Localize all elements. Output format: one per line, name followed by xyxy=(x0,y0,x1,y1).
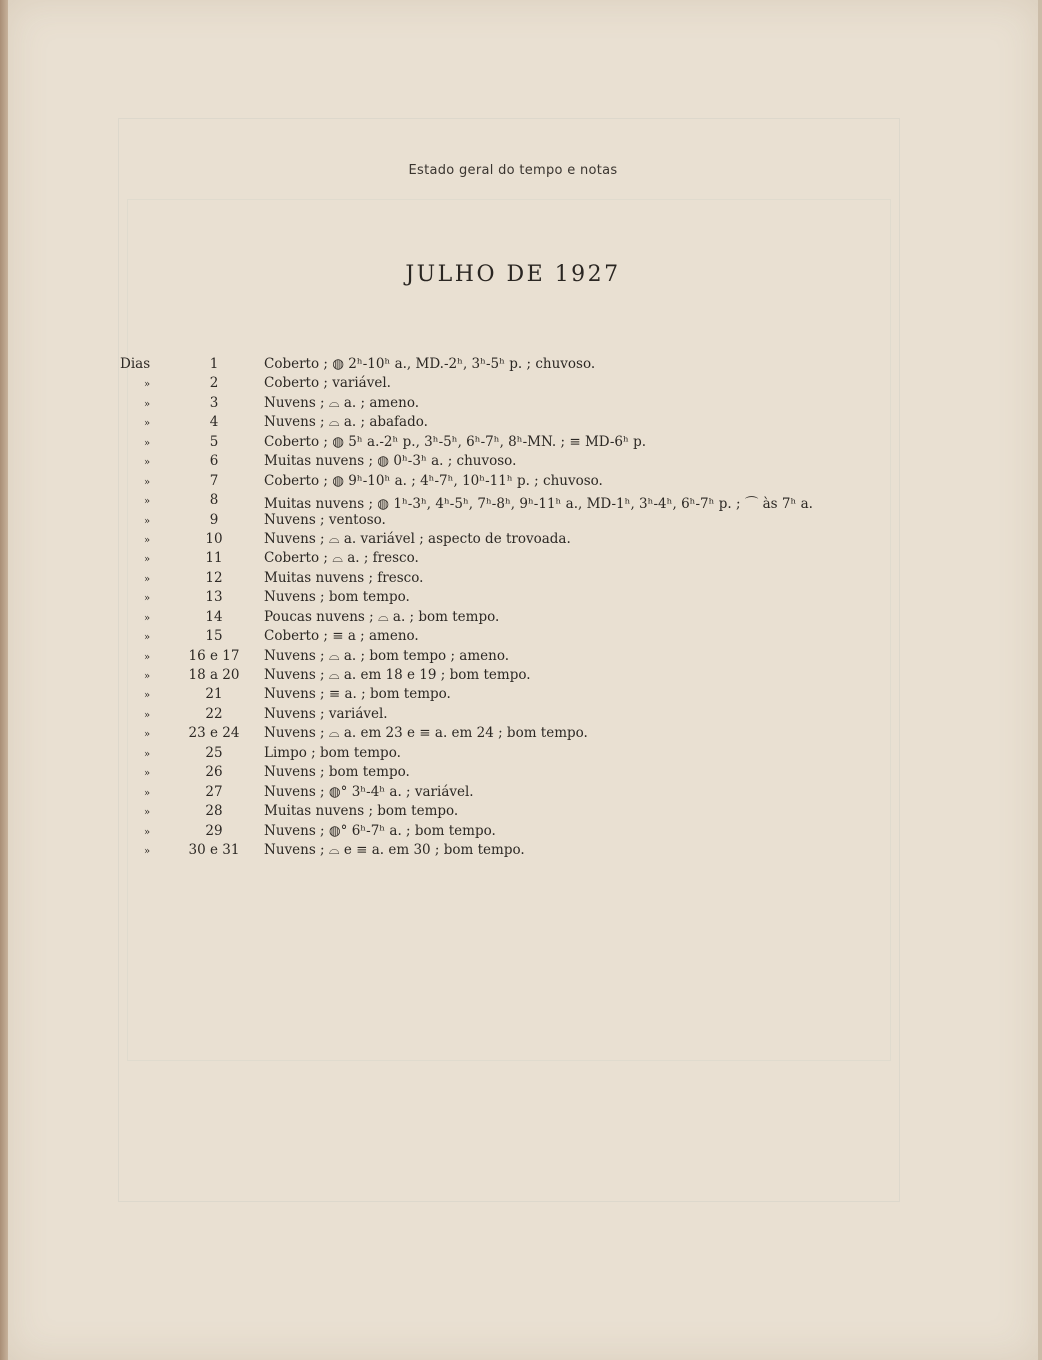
day-number: 11 xyxy=(205,550,223,567)
day-row xyxy=(8,356,1038,375)
weather-note: Coberto ; ◍ 9ʰ-10ʰ a. ; 4ʰ-7ʰ, 10ʰ-11ʰ p. ; chuvoso. xyxy=(264,472,603,489)
weather-note: Nuvens ; ≡ a. ; bom tempo. xyxy=(264,686,451,703)
page-header: Estado geral do tempo e notas xyxy=(408,163,618,178)
day-row xyxy=(8,492,1038,511)
day-number: 28 xyxy=(205,803,223,820)
day-row xyxy=(8,628,1038,647)
ditto-glyph: » xyxy=(144,534,151,546)
day-number: 23 e 24 xyxy=(188,725,240,742)
weather-note: Nuvens ; variável. xyxy=(264,705,388,722)
day-number: 18 a 20 xyxy=(188,667,240,683)
ditto-glyph: » xyxy=(144,729,151,741)
weather-note: Nuvens ; ⌓ a. variável ; aspecto de trovoada. xyxy=(264,530,571,547)
day-row xyxy=(8,706,1038,725)
day-number: 4 xyxy=(209,414,219,431)
day-row xyxy=(8,589,1038,608)
weather-note: Muitas nuvens ; fresco. xyxy=(264,569,424,586)
ditto-glyph: » xyxy=(144,593,151,605)
weather-note: Coberto ; variável. xyxy=(264,375,391,392)
weather-note: Nuvens ; ⌓ e ≡ a. em 30 ; bom tempo. xyxy=(264,841,525,858)
day-number: 26 xyxy=(205,764,223,781)
day-row xyxy=(8,570,1038,589)
weather-note: Limpo ; bom tempo. xyxy=(264,744,401,761)
day-row xyxy=(8,453,1038,472)
weather-note: Nuvens ; ⌓ a. ; bom tempo ; ameno. xyxy=(264,647,510,664)
weather-note: Nuvens ; ◍° 6ʰ-7ʰ a. ; bom tempo. xyxy=(264,822,496,839)
day-number: 27 xyxy=(205,783,223,800)
day-row xyxy=(8,550,1038,569)
ditto-glyph: » xyxy=(144,787,151,799)
day-number: 16 e 17 xyxy=(188,647,240,664)
weather-note: Muitas nuvens ; ◍ 0ʰ-3ʰ a. ; chuvoso. xyxy=(264,453,517,470)
weather-note: Muitas nuvens ; ◍ 1ʰ-3ʰ, 4ʰ-5ʰ, 7ʰ-8ʰ, 9ʰ-11ʰ a., MD-1ʰ, 3ʰ-4ʰ, 6ʰ-7ʰ p. ; ⌒ às 7ʰ a. xyxy=(264,496,813,513)
day-row xyxy=(8,648,1038,667)
ditto-glyph: » xyxy=(144,398,151,410)
day-row xyxy=(8,764,1038,783)
day-number: 22 xyxy=(205,705,223,722)
ditto-glyph: » xyxy=(144,457,151,469)
day-row xyxy=(8,725,1038,744)
ditto-glyph: » xyxy=(144,476,151,488)
day-number: 15 xyxy=(205,628,223,645)
day-row xyxy=(8,375,1038,394)
document-page xyxy=(8,0,1038,1360)
ditto-glyph: » xyxy=(144,496,151,508)
ditto-glyph: » xyxy=(144,807,151,819)
day-number: 30 e 31 xyxy=(188,841,240,858)
ditto-glyph: » xyxy=(144,709,151,721)
weather-notes-list xyxy=(8,356,1038,861)
day-row xyxy=(8,667,1038,686)
weather-note: Coberto ; ◍ 5ʰ a.-2ʰ p., 3ʰ-5ʰ, 6ʰ-7ʰ, 8ʰ-MN. ; ≡ MD-6ʰ p. xyxy=(264,433,647,450)
day-label: Dias xyxy=(120,356,151,372)
day-row xyxy=(8,473,1038,492)
day-row xyxy=(8,686,1038,705)
day-row xyxy=(8,784,1038,803)
day-number: 1 xyxy=(209,356,219,372)
ditto-glyph: » xyxy=(144,573,151,585)
weather-note: Coberto ; ⌓ a. ; fresco. xyxy=(264,550,419,567)
day-row xyxy=(8,842,1038,861)
day-number: 21 xyxy=(205,686,223,703)
day-row xyxy=(8,512,1038,531)
day-number: 8 xyxy=(209,492,219,509)
day-number: 5 xyxy=(209,433,219,450)
weather-note: Nuvens ; ◍° 3ʰ-4ʰ a. ; variável. xyxy=(264,783,474,800)
ditto-glyph: » xyxy=(144,632,151,644)
day-row xyxy=(8,823,1038,842)
day-row xyxy=(8,803,1038,822)
day-number: 12 xyxy=(205,569,223,586)
weather-note: Poucas nuvens ; ⌓ a. ; bom tempo. xyxy=(264,608,500,625)
day-number: 14 xyxy=(205,608,223,625)
day-number: 25 xyxy=(205,744,223,761)
ditto-glyph: » xyxy=(144,768,151,780)
ditto-glyph: » xyxy=(144,826,151,838)
day-number: 29 xyxy=(205,822,223,839)
day-row xyxy=(8,395,1038,414)
ditto-glyph: » xyxy=(144,554,151,566)
ditto-glyph: » xyxy=(144,418,151,430)
weather-note: Nuvens ; bom tempo. xyxy=(264,589,410,606)
day-number: 10 xyxy=(205,530,223,547)
ditto-glyph: » xyxy=(144,671,151,682)
ditto-glyph: » xyxy=(144,748,151,760)
day-number: 2 xyxy=(209,375,219,392)
ditto-glyph: » xyxy=(144,437,151,449)
page-binding-edge xyxy=(0,0,8,1360)
weather-note: Nuvens ; ⌓ a. ; ameno. xyxy=(264,394,420,411)
day-row xyxy=(8,745,1038,764)
weather-note: Nuvens ; ⌓ a. ; abafado. xyxy=(264,414,428,431)
weather-note: Nuvens ; bom tempo. xyxy=(264,764,410,781)
ditto-glyph: » xyxy=(144,379,151,391)
ditto-glyph: » xyxy=(144,845,151,857)
day-number: 9 xyxy=(209,511,219,528)
day-row xyxy=(8,434,1038,453)
day-number: 13 xyxy=(205,589,223,606)
weather-note: Coberto ; ◍ 2ʰ-10ʰ a., MD.-2ʰ, 3ʰ-5ʰ p. ; chuvoso. xyxy=(264,356,596,372)
ditto-glyph: » xyxy=(144,651,151,663)
ditto-glyph: » xyxy=(144,515,151,527)
ditto-glyph: » xyxy=(144,612,151,624)
weather-note: Muitas nuvens ; bom tempo. xyxy=(264,803,459,820)
day-number: 7 xyxy=(209,472,219,489)
weather-note: Nuvens ; ⌓ a. em 18 e 19 ; bom tempo. xyxy=(264,667,531,683)
page-title: JULHO DE 1927 xyxy=(405,262,621,287)
day-row xyxy=(8,414,1038,433)
weather-note: Nuvens ; ventoso. xyxy=(264,511,386,528)
day-row xyxy=(8,531,1038,550)
day-number: 3 xyxy=(209,394,219,411)
ditto-glyph: » xyxy=(144,690,151,702)
weather-note: Nuvens ; ⌓ a. em 23 e ≡ a. em 24 ; bom tempo. xyxy=(264,725,588,742)
weather-note: Coberto ; ≡ a ; ameno. xyxy=(264,628,419,645)
day-row xyxy=(8,609,1038,628)
day-number: 6 xyxy=(209,453,219,470)
